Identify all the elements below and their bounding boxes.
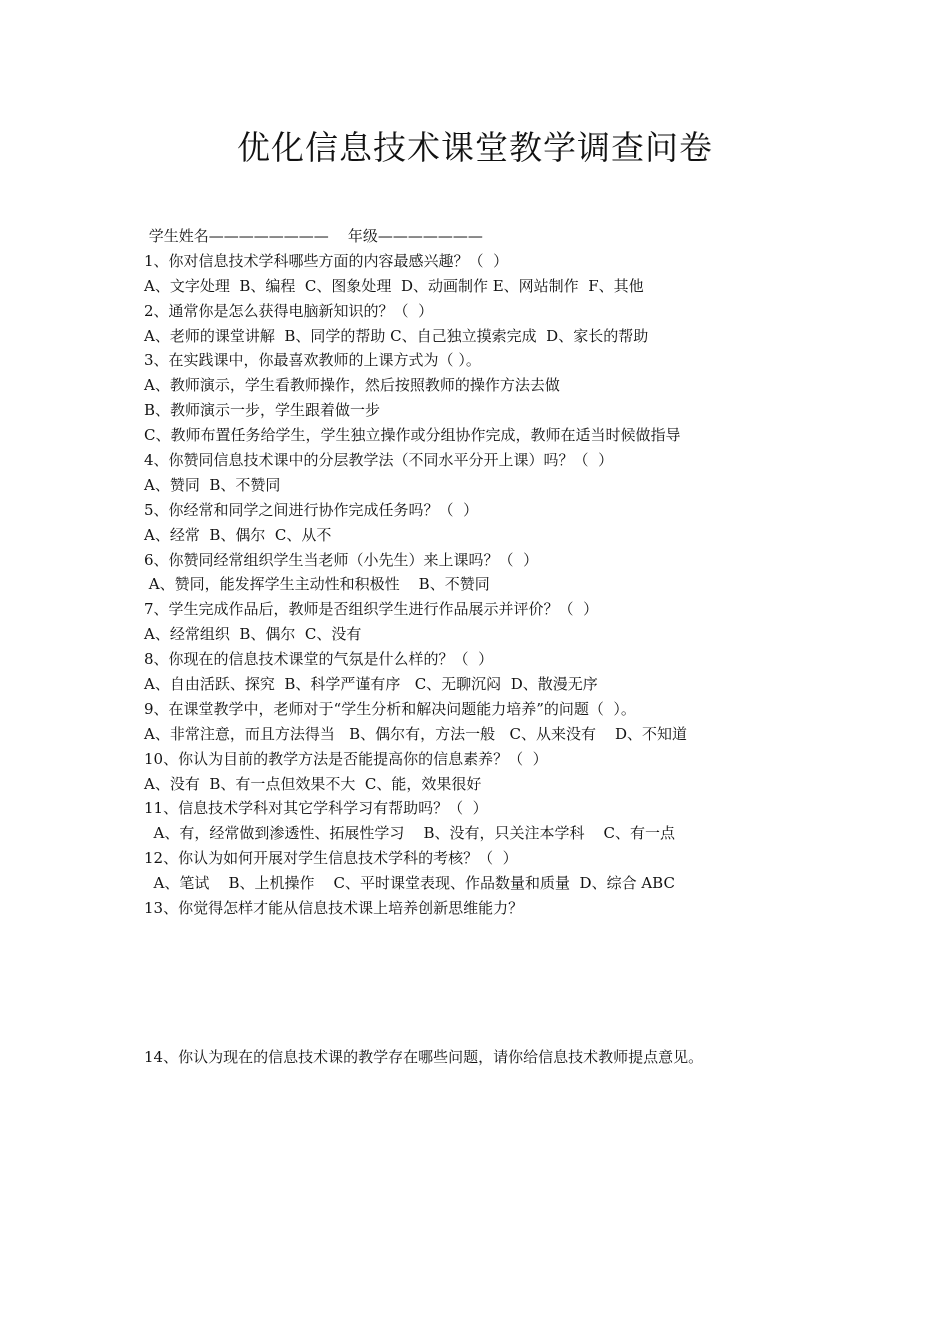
question-13: 13、你觉得怎样才能从信息技术课上培养创新思维能力？ xyxy=(144,899,524,918)
question-12: 12、你认为如何开展对学生信息技术学科的考核？（ ） xyxy=(144,849,518,868)
question-12-options: A、笔试 B、上机操作 C、平时课堂表现、作品数量和质量 D、综合 ABC xyxy=(144,874,675,893)
question-6-options: A、赞同，能发挥学生主动性和积极性 B、不赞同 xyxy=(144,575,490,594)
question-11-options: A、有，经常做到渗透性、拓展性学习 B、没有，只关注本学科 C、有一点 xyxy=(144,824,676,843)
question-7-options: A、经常组织 B、偶尔 C、没有 xyxy=(144,625,362,644)
question-1: 1、你对信息技术学科哪些方面的内容最感兴趣？（ ） xyxy=(144,251,509,270)
question-11: 11、信息技术学科对其它学科学习有帮助吗？（ ） xyxy=(144,799,488,818)
question-5: 5、你经常和同学之间进行协作完成任务吗？（ ） xyxy=(144,500,479,519)
question-6: 6、你赞同经常组织学生当老师（小先生）来上课吗？（ ） xyxy=(144,550,539,569)
question-3: 3、在实践课中，你最喜欢教师的上课方式为（ ）。 xyxy=(144,351,481,370)
question-4-options: A、赞同 B、不赞同 xyxy=(144,475,281,494)
question-4: 4、你赞同信息技术课中的分层教学法（不同水平分开上课）吗？（ ） xyxy=(144,451,614,470)
question-2: 2、通常你是怎么获得电脑新知识的？（ ） xyxy=(144,301,434,320)
question-9-options: A、非常注意，而且方法得当 B、偶尔有，方法一般 C、从来没有 D、不知道 xyxy=(144,724,688,743)
question-8-options: A、自由活跃、探究 B、科学严谨有序 C、无聊沉闷 D、散漫无序 xyxy=(144,675,598,694)
question-5-options: A、经常 B、偶尔 C、从不 xyxy=(144,525,332,544)
question-9: 9、在课堂教学中，老师对于“学生分析和解决问题能力培养”的问题（ ）。 xyxy=(144,699,636,718)
question-1-options: A、文字处理 B、编程 C、图象处理 D、动画制作 E、网站制作 F、其他 xyxy=(144,276,644,295)
question-3-option-a: A、教师演示，学生看教师操作，然后按照教师的操作方法去做 xyxy=(144,376,560,395)
question-14: 14、你认为现在的信息技术课的教学存在哪些问题，请你给信息技术教师提点意见。 xyxy=(144,1047,704,1066)
student-info-line: 学生姓名———————— 年级——————— xyxy=(144,227,483,245)
question-7: 7、学生完成作品后，教师是否组织学生进行作品展示并评价？（ ） xyxy=(144,600,599,619)
question-3-option-c: C、教师布置任务给学生，学生独立操作或分组协作完成，教师在适当时候做指导 xyxy=(144,426,681,445)
answer-space xyxy=(144,921,824,1045)
question-8: 8、你现在的信息技术课堂的气氛是什么样的？（ ） xyxy=(144,650,494,669)
questionnaire-body xyxy=(144,224,824,1070)
question-10-options: A、没有 B、有一点但效果不大 C、能，效果很好 xyxy=(144,774,482,793)
question-10: 10、你认为目前的教学方法是否能提高你的信息素养？（ ） xyxy=(144,749,548,768)
question-3-option-b: B、教师演示一步，学生跟着做一步 xyxy=(144,401,381,420)
question-2-options: A、老师的课堂讲解 B、同学的帮助 C、自己独立摸索完成 D、家长的帮助 xyxy=(144,326,649,345)
document-title: 优化信息技术课堂教学调查问卷 xyxy=(237,128,713,167)
